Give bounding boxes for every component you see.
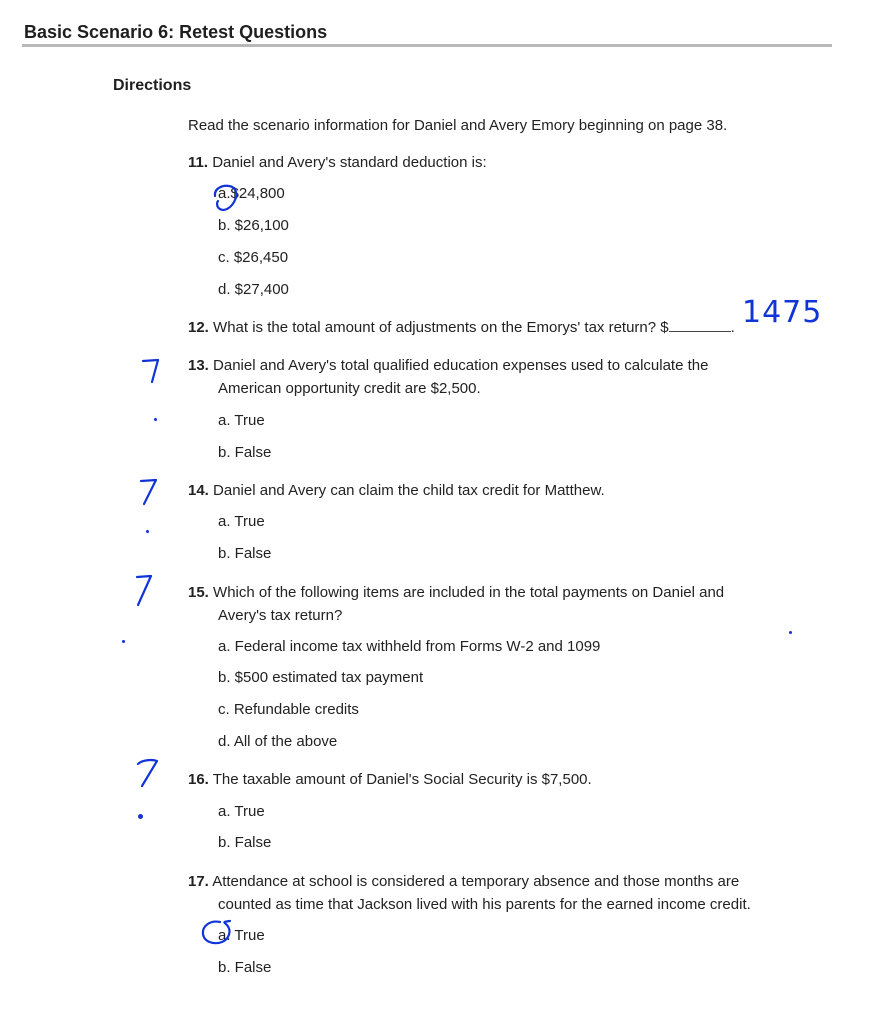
question-number: 14. <box>188 482 209 499</box>
question-text: The taxable amount of Daniel's Social Security is $7,500. <box>212 771 592 788</box>
question-15-continued: Avery's tax return? <box>218 607 343 624</box>
question-16 <box>188 770 592 790</box>
option-letter: a. <box>218 927 231 944</box>
question-number: 17. <box>188 873 209 890</box>
option-14b[interactable]: b. False <box>218 545 272 562</box>
question-13 <box>188 356 708 376</box>
question-number: 13. <box>188 357 209 374</box>
option-text: $24,800 <box>230 185 285 202</box>
option-11c[interactable]: c. $26,450 <box>218 249 289 266</box>
question-text: Daniel and Avery's standard deduction is: <box>212 154 487 171</box>
question-number: 15. <box>188 584 209 601</box>
question-12 <box>188 317 735 338</box>
option-15c[interactable]: c. Refundable credits <box>218 701 359 718</box>
handwritten-answer: 1475 <box>742 295 823 330</box>
question-number: 11. <box>188 154 209 171</box>
margin-dot <box>138 814 143 819</box>
title-divider <box>22 44 832 47</box>
question-13-continued: American opportunity credit are $2,500. <box>218 380 481 397</box>
stray-ink-dot <box>789 631 792 634</box>
question-text: Which of the following items are included in the total payments on Daniel and <box>213 584 725 601</box>
question-17-continued: counted as time that Jackson lived with his parents for the earned income credit. <box>218 896 751 913</box>
option-15a[interactable]: a. Federal income tax withheld from Forms W-2 and 1099 <box>218 638 601 655</box>
question-number: 16. <box>188 771 209 788</box>
question-text: Daniel and Avery's total qualified education expenses used to calculate the <box>213 357 709 374</box>
margin-mark-7 <box>136 476 162 508</box>
option-13b[interactable]: b. False <box>218 444 272 461</box>
answer-circle-mark <box>200 918 236 948</box>
option-14a[interactable]: a. True <box>218 513 265 530</box>
option-letter: a. <box>218 185 231 202</box>
question-15 <box>188 583 724 603</box>
option-11b[interactable]: b. $26,100 <box>218 217 289 234</box>
margin-dot <box>122 640 125 643</box>
margin-mark-7 <box>138 356 164 386</box>
question-text: What is the total amount of adjustments on the Emorys' tax return? $ <box>213 319 669 336</box>
option-11d[interactable]: d. $27,400 <box>218 281 289 298</box>
question-14 <box>188 481 605 501</box>
margin-dot <box>146 530 149 533</box>
question-11 <box>188 153 487 173</box>
option-17b[interactable]: b. False <box>218 959 272 976</box>
answer-blank[interactable] <box>669 317 731 332</box>
option-15d[interactable]: d. All of the above <box>218 733 338 750</box>
intro-text: Read the scenario information for Daniel and Avery Emory beginning on page 38. <box>188 117 728 134</box>
directions-heading: Directions <box>113 77 192 94</box>
question-text: Attendance at school is considered a temporary absence and those months are <box>212 873 740 890</box>
margin-mark-7 <box>132 756 162 790</box>
answer-circle-mark <box>211 182 241 216</box>
option-15b[interactable]: b. $500 estimated tax payment <box>218 669 424 686</box>
margin-dot <box>154 418 157 421</box>
question-end: . <box>730 319 735 336</box>
question-17 <box>188 872 739 892</box>
option-16b[interactable]: b. False <box>218 834 272 851</box>
option-text: True <box>234 927 265 944</box>
option-13a[interactable]: a. True <box>218 412 265 429</box>
question-number: 12. <box>188 319 209 336</box>
option-16a[interactable]: a. True <box>218 803 265 820</box>
question-text: Daniel and Avery can claim the child tax credit for Matthew. <box>213 482 605 499</box>
margin-mark-7 <box>132 572 158 610</box>
page-title: Basic Scenario 6: Retest Questions <box>24 22 328 42</box>
